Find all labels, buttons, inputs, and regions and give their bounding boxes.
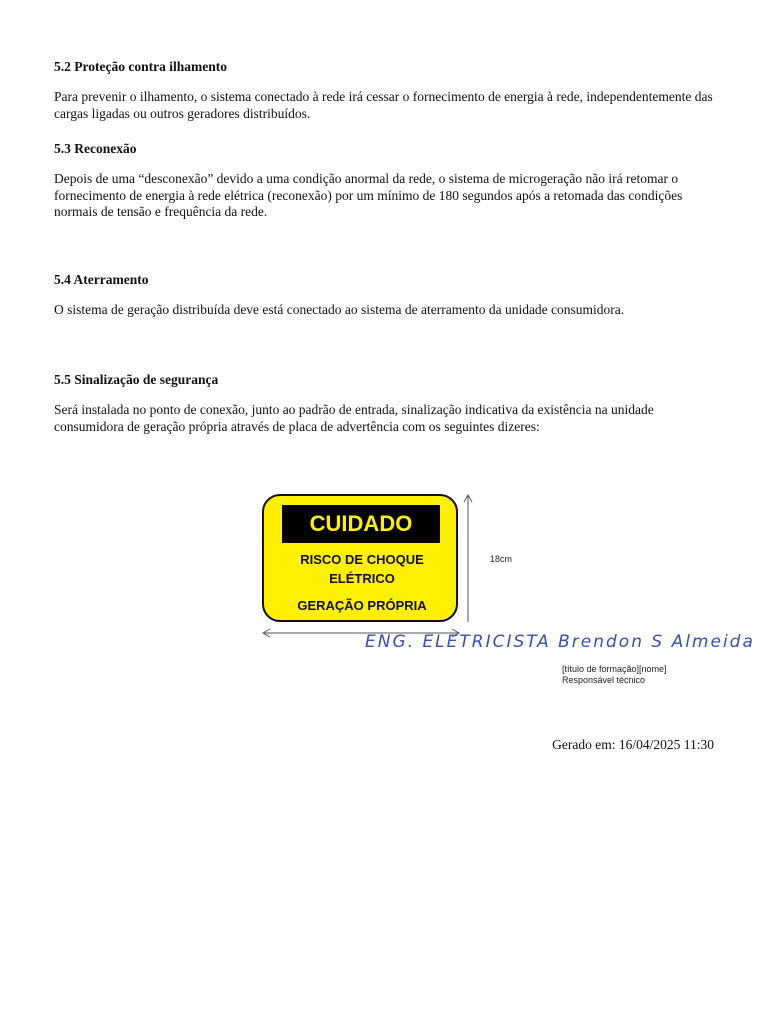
sign-line-2: ELÉTRICO [329, 571, 395, 586]
section-body: O sistema de geração distribuída deve está conectado ao sistema de aterramento da unidade consumidora. [54, 302, 625, 317]
section-body: Depois de uma “desconexão” devido a uma condição anormal da rede, o sistema de microgeração não irá retomar o fornecimento de energia à rede elétrica (reconexão) por um mínimo de 180 segundos após a retomada das condições normais de tensão e frequência da rede. [54, 171, 683, 219]
signature-handwritten [365, 632, 755, 652]
section-body: Para prevenir o ilhamento, o sistema conectado à rede irá cessar o fornecimento de energia à rede, independentemente das cargas ligadas ou outros geradores distribuídos. [54, 89, 713, 121]
section-heading: 5.3 Reconexão [54, 141, 137, 156]
generated-date: Gerado em: 16/04/2025 11:30 [552, 737, 714, 752]
sign-title: CUIDADO [282, 505, 440, 543]
section-5-4 [54, 271, 724, 319]
section-5-3 [54, 140, 724, 221]
stamp-line-2: Responsável técnico [562, 675, 646, 685]
dimension-label: 18cm [490, 554, 513, 564]
section-heading: 5.2 Proteção contra ilhamento [54, 59, 227, 74]
signature-text: ENG. ELETRICISTA Brendon S Almeida [365, 632, 755, 652]
section-5-2 [54, 58, 724, 122]
warning-sign-figure [262, 494, 513, 644]
sign-line-3: GERAÇÃO PRÓPRIA [297, 598, 427, 613]
section-heading: 5.4 Aterramento [54, 272, 149, 287]
section-heading: 5.5 Sinalização de segurança [54, 372, 219, 387]
section-5-5 [54, 371, 724, 435]
dimension-arrows [262, 494, 502, 644]
section-body: Será instalada no ponto de conexão, junto ao padrão de entrada, sinalização indicativa da existência na unidade consumidora de geração própria através de placa de advertência com os seguintes dizeres: [54, 402, 654, 434]
sign-line-1: RISCO DE CHOQUE [300, 552, 424, 567]
signature-stamp [562, 664, 667, 686]
stamp-line-1: [título de formação][nome] [562, 664, 667, 674]
